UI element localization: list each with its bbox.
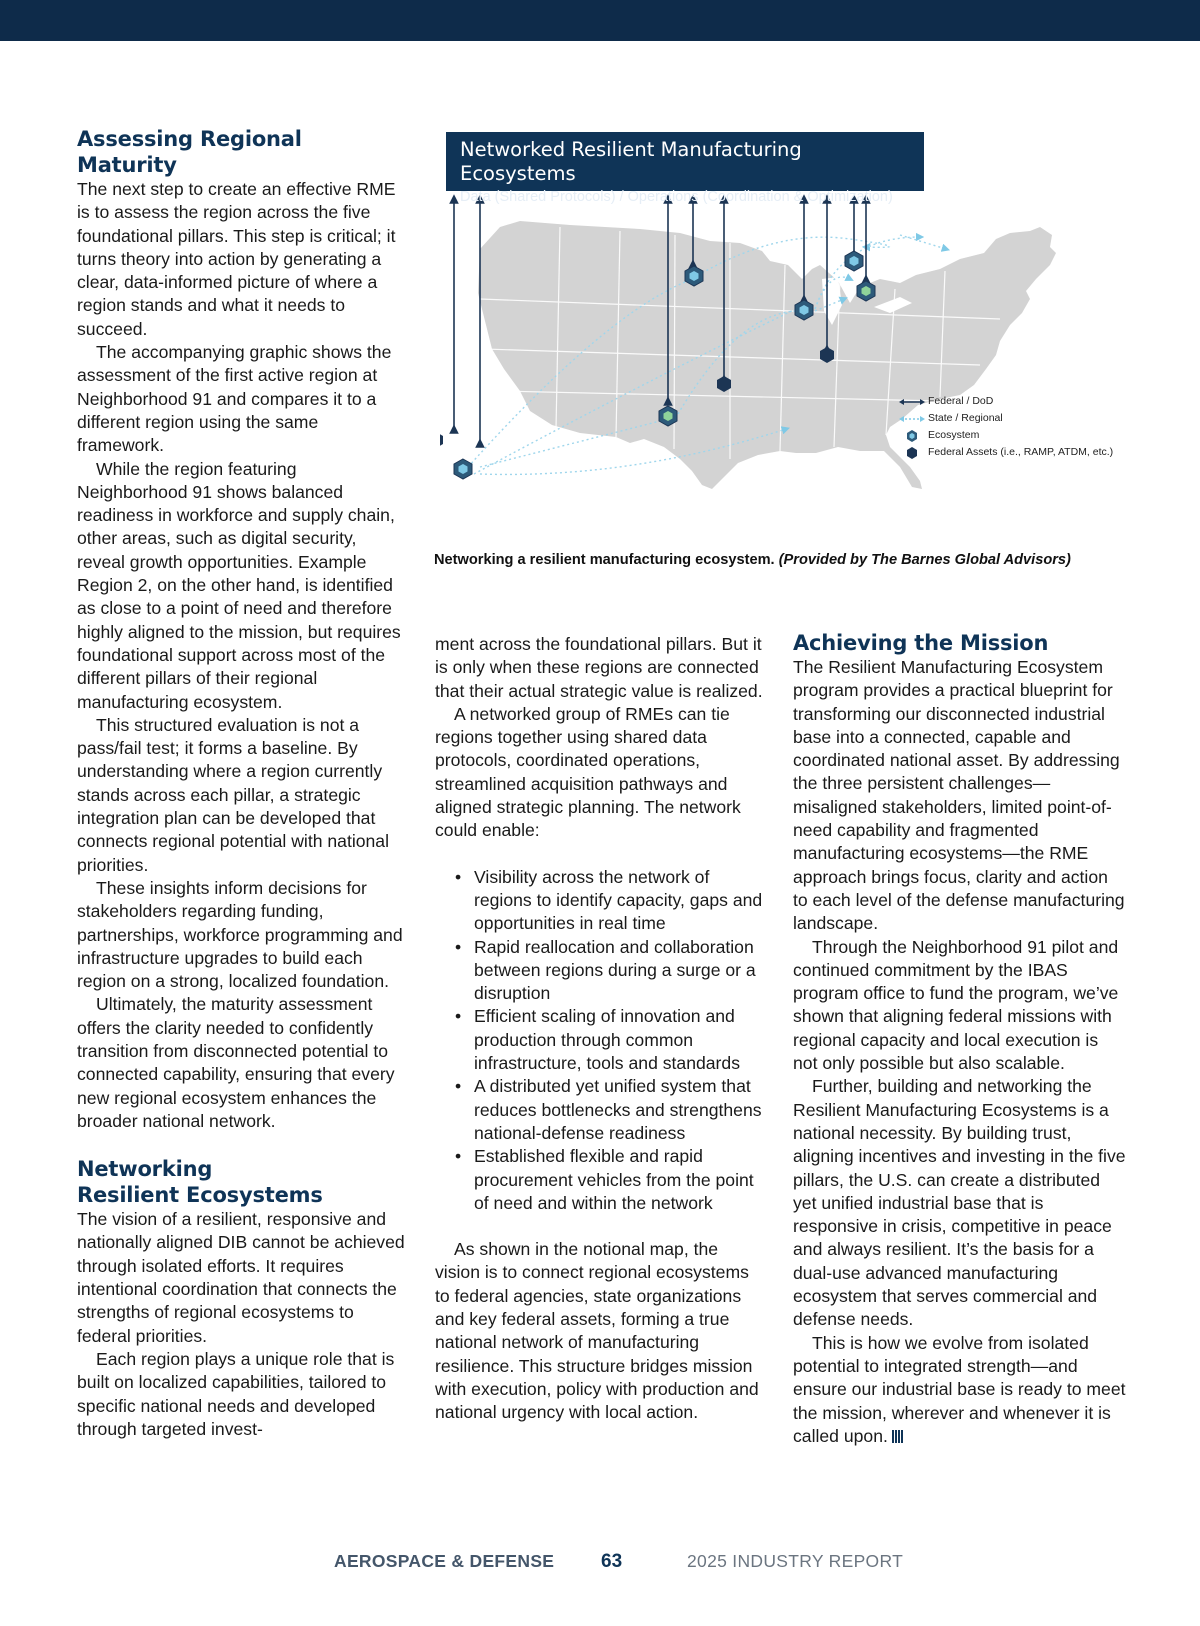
ecosystem-node: [685, 266, 703, 286]
column-left: [77, 126, 407, 1441]
heading-line: Networking: [77, 1157, 213, 1182]
legend-label: Ecosystem: [928, 429, 980, 441]
column-middle: [435, 633, 765, 1425]
legend-label: Federal Assets (i.e., RAMP, ATDM, etc.): [928, 446, 1114, 458]
paragraph: Each region plays a unique role that is built on localized capabilities, tailored to specific national needs and developed through targeted invest-: [77, 1348, 395, 1439]
ecosystem-node: [659, 406, 677, 426]
paragraph: Further, building and networking the Resilient Manufacturing Ecosystems is a national necessity. By building trust, aligning incentives and investing in the five pillars, the U.S. can create a distributed yet unified industrial base that is responsive in crisis, competitive in peace and always resilient. It’s the basis for a dual-use advanced manufacturing ecosystem that serves commercial and defense needs.: [793, 1076, 1126, 1330]
footer-magazine-name: AEROSPACE & DEFENSE: [334, 1551, 555, 1571]
list-item: • Rapid reallocation and collaboration between regions during a surge or a disruption: [435, 936, 765, 1006]
paragraph: This structured evaluation is not a pass/fail test; it forms a baseline. By understanding where a region currently stands across each pillar, a strategic integration plan can be developed that connects regional potential with national priorities.: [77, 714, 390, 875]
spacer: [77, 1133, 407, 1156]
list-item: • Established flexible and rapid procurement vehicles from the point of need and within the network: [435, 1145, 765, 1215]
map-legend: [898, 393, 1113, 461]
caption-text: Networking a resilient manufacturing ecosystem.: [434, 552, 775, 568]
spacer: [435, 843, 765, 866]
footer-report-name: 2025 INDUSTRY REPORT: [687, 1551, 904, 1571]
ecosystem-node: [454, 459, 472, 479]
legend-row-assets: [898, 444, 1113, 461]
heading-assessing-regional-maturity: Assessing Regional Maturity: [77, 127, 302, 177]
heading-line: Resilient Ecosystems: [77, 1183, 323, 1208]
federal-asset-node: [440, 432, 443, 448]
figure-caption: [434, 552, 1134, 568]
paragraph: ment across the foundational pillars. But it is only when these regions are connected that their actual strategic value is realized.: [435, 634, 763, 701]
paragraph: A networked group of RMEs can tie regions together using shared data protocols, coordinated operations, streamlined acquisition pathways and aligned strategic planning. The network could enable:: [435, 703, 741, 841]
figure-title: Networked Resilient Manufacturing Ecosystems: [460, 138, 802, 185]
paragraph-text: This is how we evolve from isolated potential to integrated strength—and ensure our industrial base is ready to meet the mission, wherever and whenever it is called upon.: [793, 1332, 1126, 1446]
paragraph: The next step to create an effective RME is to assess the region across the five foundational pillars. This step is critical; it turns theory into action by generating a clear, data-informed picture of where a region stands and what it needs to succeed.: [77, 179, 396, 339]
page-footer: [0, 1551, 1200, 1575]
paragraph: While the region featuring Neighborhood 91 shows balanced readiness in workforce and supply chain, other areas, such as digital security, reveal growth opportunities. Example Region 2, on the other hand, is identified as close to a point of need and therefore highly aligned to the mission, but requires foundational support across most of the different pillars of their regional manufacturing ecosystem.: [77, 458, 401, 712]
paragraph: The accompanying graphic shows the assessment of the first active region at Neighborhood 91 and compares it to a different region using the same framework.: [77, 342, 392, 456]
network-map-figure: [440, 129, 1130, 509]
legend-row-ecosystem: [898, 427, 1113, 444]
list-item: • A distributed yet unified system that reduces bottlenecks and strengthens national-defense readiness: [435, 1075, 765, 1145]
paragraph: The vision of a resilient, responsive and nationally aligned DIB cannot be achieved through isolated efforts. It requires intentional coordination that connects the strengths of regional ecosystems to federal priorities.: [77, 1209, 405, 1346]
list-item: • Efficient scaling of innovation and production through common infrastructure, tools and standards: [435, 1005, 765, 1075]
ecosystem-hexagon-icon: [898, 430, 926, 442]
top-banner: [0, 0, 1200, 41]
legend-row-state: [898, 410, 1113, 427]
page-number: 63: [601, 1551, 623, 1572]
spacer: [435, 1215, 765, 1238]
ecosystem-node: [795, 300, 813, 320]
paragraph: These insights inform decisions for stakeholders regarding funding, partnerships, workforce programming and infrastructure upgrades to build each region on a strong, localized foundation.: [77, 877, 403, 992]
figure-title-banner: [446, 132, 924, 205]
column-right: [793, 630, 1126, 1448]
legend-label: Federal / DoD: [928, 395, 994, 407]
figure-subtitle: Data (Shared Protocols) / Operations (Coordination & Optimization): [460, 189, 893, 205]
paragraph: As shown in the notional map, the vision is to connect regional ecosystems to federal agencies, state organizations and key federal assets, forming a true national network of manufacturing resilience. This structure bridges mission with execution, policy with production and national urgency with local action.: [435, 1239, 759, 1423]
double-arrow-navy-icon: [898, 396, 926, 408]
paragraph: [793, 1332, 1126, 1448]
double-arrow-blue-icon: [898, 413, 926, 425]
list-item: • Visibility across the network of regions to identify capacity, gaps and opportunities in real time: [435, 866, 765, 936]
caption-credit: (Provided by The Barnes Global Advisors): [778, 552, 1071, 568]
heading-networking-resilient-ecosystems: [77, 1156, 407, 1208]
legend-row-federal: [898, 393, 1113, 410]
paragraph: Through the Neighborhood 91 pilot and continued commitment by the IBAS program office to fund the program, we’ve shown that aligning federal missions with regional capacity and local execution is not only possible but also scalable.: [793, 936, 1119, 1074]
end-mark-icon: [892, 1430, 904, 1443]
legend-label: State / Regional: [928, 412, 1003, 424]
ecosystem-node: [857, 281, 875, 301]
heading-achieving-the-mission: Achieving the Mission: [793, 631, 1049, 655]
federal-asset-hexagon-icon: [898, 447, 926, 459]
ecosystem-node: [845, 251, 863, 271]
network-benefits-list: [435, 866, 765, 1215]
paragraph: The Resilient Manufacturing Ecosystem program provides a practical blueprint for transforming our disconnected industrial base into a connected, capable and coordinated national asset. By addressing the three persistent challenges—misaligned stakeholders, limited point-of-need capability and fragmented manufacturing ecosystems—the RME approach brings focus, clarity and action to each level of the defense manufacturing landscape.: [793, 657, 1125, 934]
paragraph: Ultimately, the maturity assessment offers the clarity needed to confidently transition from disconnected potential to connected capability, ensuring that every new regional ecosystem enhances the broader national network.: [77, 994, 395, 1131]
